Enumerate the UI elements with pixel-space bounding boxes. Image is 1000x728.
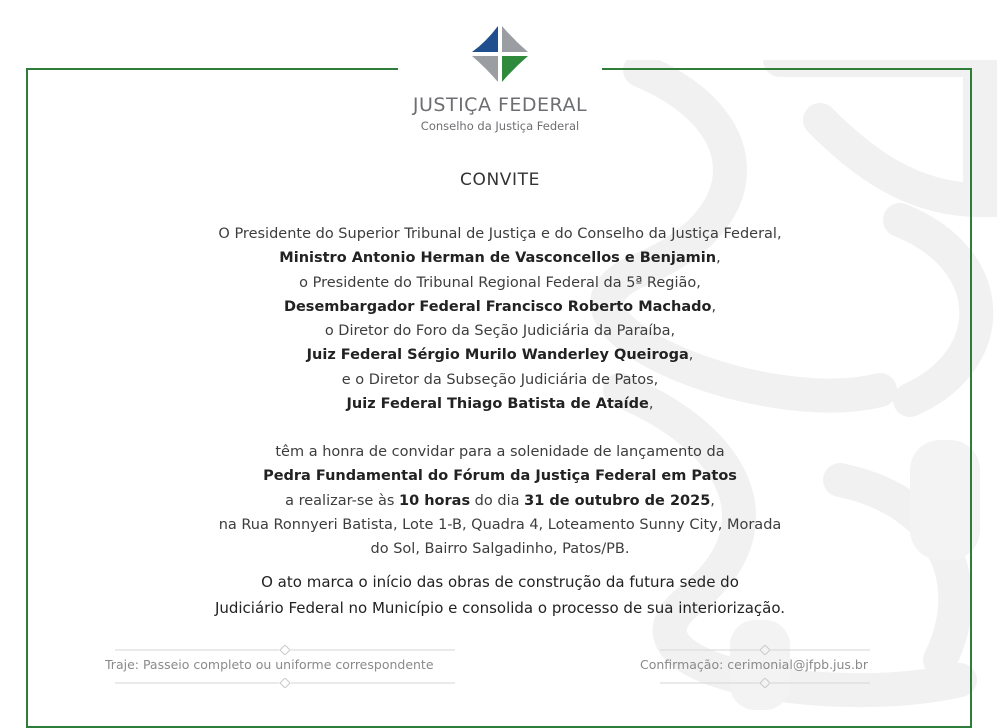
logo-subtitle: Conselho da Justiça Federal — [420, 119, 580, 133]
event-block — [0, 440, 1000, 561]
host-line: Desembargador Federal Francisco Roberto Machado, — [283, 298, 717, 315]
event-address: do Sol, Bairro Salgadinho, Patos/PB. — [370, 541, 630, 558]
host-line: Juiz Federal Sérgio Murilo Wanderley Queiroga, — [306, 347, 694, 364]
host-line: Ministro Antonio Herman de Vasconcellos e Benjamin, — [279, 250, 721, 267]
hosts-block — [0, 222, 1000, 416]
closing-line: Judiciário Federal no Município e consolida o processo de sua interiorização. — [214, 599, 786, 617]
dress-code: Traje: Passeio completo ou uniforme correspondente — [105, 657, 434, 672]
invitation-title: CONVITE — [460, 170, 540, 190]
event-intro: têm a honra de convidar para a solenidade de lançamento da — [275, 444, 725, 460]
event-address: na Rua Ronnyeri Batista, Lote 1-B, Quadra 4, Loteamento Sunny City, Morada — [218, 516, 782, 533]
footer-divider-top-left — [115, 645, 455, 655]
host-line: Juiz Federal Thiago Batista de Ataíde, — [346, 396, 654, 413]
host-line: o Presidente do Tribunal Regional Federal da 5ª Região, — [299, 274, 701, 291]
footer-divider-bottom-left — [115, 678, 455, 688]
logo-title: JUSTIÇA FEDERAL — [412, 94, 588, 116]
closing-line: O ato marca o início das obras de construção da futura sede do — [261, 573, 739, 591]
footer-divider-top-right — [660, 645, 870, 655]
event-name: Pedra Fundamental do Fórum da Justiça Federal em Patos — [263, 468, 737, 485]
closing-block — [0, 569, 1000, 621]
event-datetime: a realizar-se às 10 horas do dia 31 de outubro de 2025, — [285, 492, 715, 509]
host-line: e o Diretor da Subseção Judiciária de Patos, — [341, 371, 659, 388]
rsvp-contact[interactable]: Confirmação: cerimonial@jfpb.jus.br — [640, 657, 868, 672]
host-line: O Presidente do Superior Tribunal de Justiça e do Conselho da Justiça Federal, — [218, 226, 782, 242]
host-line: o Diretor do Foro da Seção Judiciária da Paraíba, — [324, 323, 676, 340]
justica-federal-logo-icon — [468, 22, 532, 86]
footer-divider-bottom-right — [660, 678, 870, 688]
